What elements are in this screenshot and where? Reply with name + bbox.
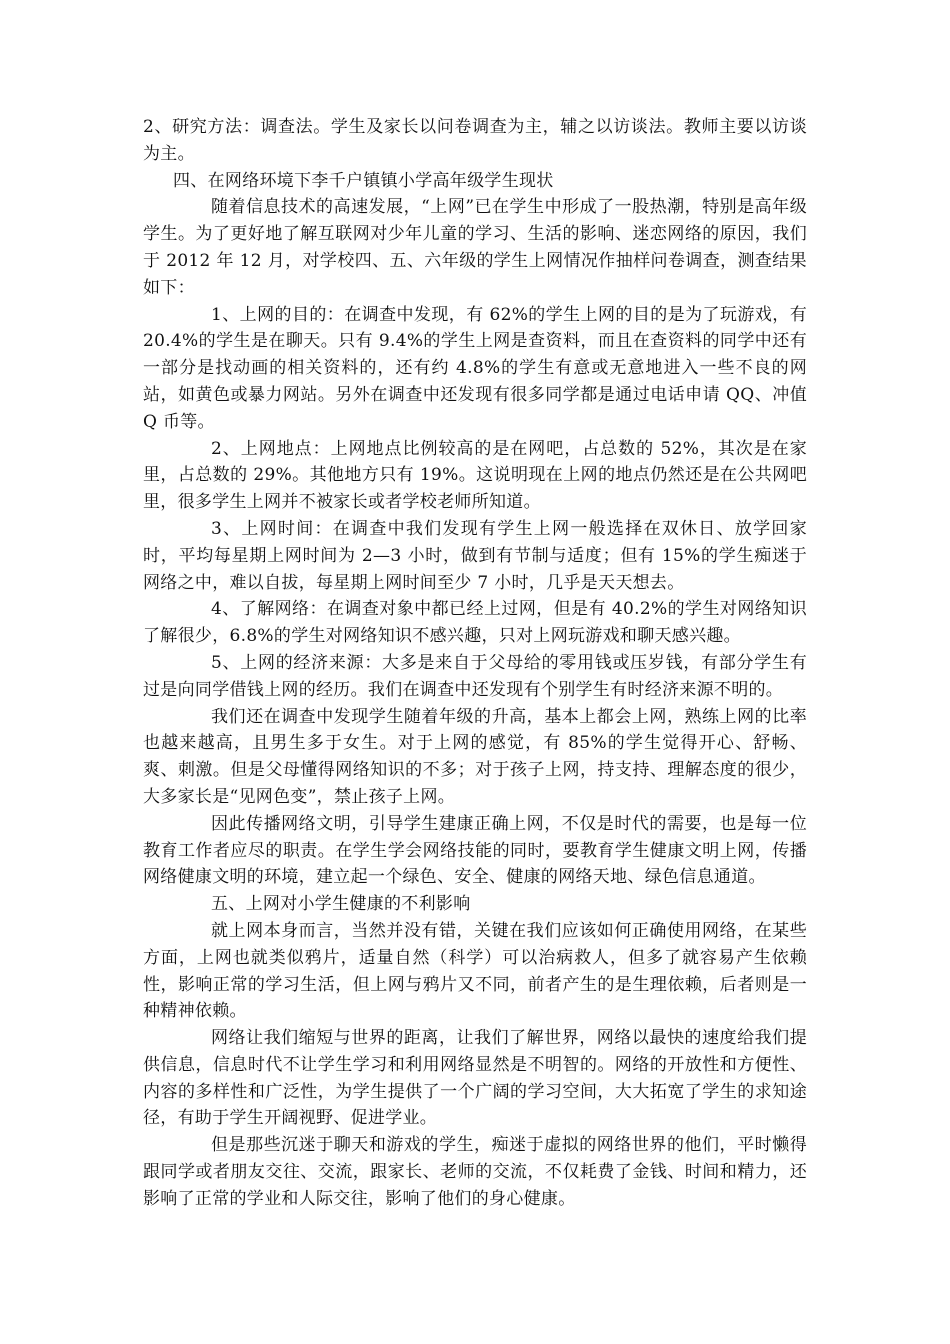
paragraph-funding: 5、上网的经济来源：大多是来自于父母给的零用钱或压岁钱，有部分学生有过是向同学借钱上网的经历。我们在调查中还发现有个别学生有时经济来源不明的。 <box>143 652 807 700</box>
paragraph-grade-trend: 我们还在调查中发现学生随着年级的升高，基本上都会上网，熟练上网的比率也越来越高，且男生多于女生。对于上网的感觉，有 85%的学生觉得开心、舒畅、爽、刺激。但是父母懂得网络知识的不多；对于孩子上网，持支持、理解态度的很少，大多家长是“见网色变”，禁止孩子上网。 <box>143 706 807 807</box>
paragraph-research-method: 2、研究方法：调查法。学生及家长以问卷调查为主，辅之以访谈法。教师主要以访谈为主。 <box>143 117 807 164</box>
paragraph-location: 2、上网地点：上网地点比例较高的是在网吧，占总数的 52%，其次是在家里，占总数的 29%。其他地方只有 19%。这说明现在上网的地点仍然还是在公共网吧里，很多学生上网并不被家长或者学校老师所知道。 <box>143 438 807 513</box>
paragraph-purpose: 1、上网的目的：在调查中发现，有 62%的学生上网的目的是为了玩游戏，有 20.4%的学生是在聊天。只有 9.4%的学生上网是查资料，而且在查资料的同学中还有一部分是找动画的相关资料的，还有约 4.8%的学生有意或无意地进入一些不良的网站，如黄色或暴力网站。另外在调查中还发现有很多同学都是通过电话申请 QQ、冲值 Q 币等。 <box>143 304 807 432</box>
paragraph-opium-analogy: 就上网本身而言，当然并没有错，关键在我们应该如何正确使用网络，在某些方面，上网也就类似鸦片，适量自然（科学）可以治病救人，但多了就容易产生依赖性，影响正常的学习生活，但上网与鸦片又不同，前者产生的是生理依赖，后者则是一种精神依赖。 <box>143 920 807 1022</box>
paragraph-knowledge: 4、了解网络：在调查对象中都已经上过网，但是有 40.2%的学生对网络知识了解很少，6.8%的学生对网络知识不感兴趣，只对上网玩游戏和聊天感兴趣。 <box>143 599 807 647</box>
paragraph-benefits: 网络让我们缩短与世界的距离，让我们了解世界，网络以最快的速度给我们提供信息，信息时代不让学生学习和利用网络显然是不明智的。网络的开放性和方便性、内容的多样性和广泛性，为学生提供了一个广阔的学习空间，大大拓宽了学生的求知途径，有助于学生开阔视野、促进学业。 <box>143 1028 807 1129</box>
document-body <box>143 114 807 1213</box>
paragraph-harms: 但是那些沉迷于聊天和游戏的学生，痴迷于虚拟的网络世界的他们，平时懒得跟同学或者朋友交往、交流，跟家长、老师的交流，不仅耗费了金钱、时间和精力，还影响了正常的学业和人际交往，影响了他们的身心健康。 <box>143 1135 807 1209</box>
paragraph-time: 3、上网时间：在调查中我们发现有学生上网一般选择在双休日、放学回家时，平均每星期上网时间为 2—3 小时，做到有节制与适度；但有 15%的学生痴迷于网络之中，难以自拔，每星期上网时间至少 7 小时，几乎是天天想去。 <box>143 518 807 593</box>
section-heading-5: 五、上网对小学生健康的不利影响 <box>211 894 471 915</box>
paragraph-civility: 因此传播网络文明，引导学生建康正确上网，不仅是时代的需要，也是每一位教育工作者应尽的职责。在学生学会网络技能的同时，要教育学生健康文明上网，传播网络健康文明的环境，建立起一个绿色、安全、健康的网络天地、绿色信息通道。 <box>143 813 807 888</box>
section-heading-4: 四、在网络环境下李千户镇镇小学高年级学生现状 <box>173 170 554 191</box>
paragraph-intro: 随着信息技术的高速发展，“上网”已在学生中形成了一股热潮，特别是高年级学生。为了更好地了解互联网对少年儿童的学习、生活的影响、迷恋网络的原因，我们于 2012 年 12 月，对学校四、五、六年级的学生上网情况作抽样问卷调查，测查结果如下： <box>143 197 807 298</box>
